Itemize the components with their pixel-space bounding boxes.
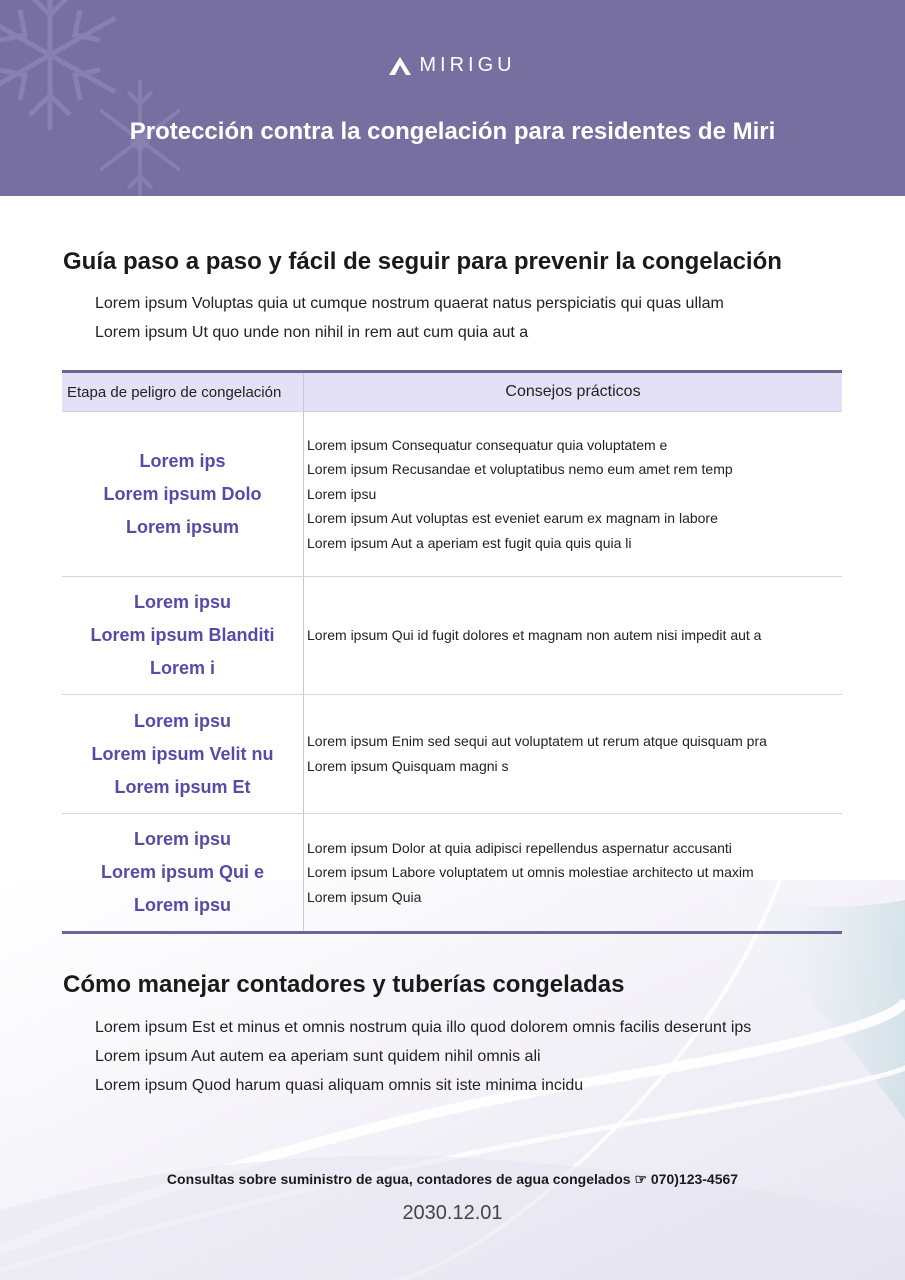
paragraph-line: Lorem ipsum Aut autem ea aperiam sunt quidem nihil omnis ali — [95, 1048, 541, 1065]
stage-cell — [62, 577, 304, 694]
table-row — [62, 411, 842, 576]
stage-line: Lorem ipsu — [133, 710, 231, 731]
paragraph-line: Lorem ipsum Voluptas quia ut cumque nostrum quaerat natus perspiciatis qui quas ullam — [95, 295, 724, 312]
section-title-prevention: Guía paso a paso y fácil de seguir para prevenir la congelación — [63, 248, 782, 275]
stage-line: Lorem i — [149, 658, 215, 678]
table-row — [62, 813, 842, 931]
section-intro-prevention — [95, 289, 724, 347]
tip-line: Lorem ipsum Recusandae et voluptatibus nemo eum amet rem temp — [307, 461, 733, 478]
logo-text: MIRIGU — [419, 54, 516, 76]
tips-cell — [304, 577, 842, 694]
table-row — [62, 576, 842, 694]
section-body-frozen-meters — [95, 1013, 751, 1100]
tip-line: Lorem ipsum Quisquam magni s — [307, 758, 509, 774]
column-header-tips: Consejos prácticos — [505, 383, 641, 400]
stage-cell — [62, 695, 304, 813]
header-banner — [0, 0, 905, 196]
table-row — [62, 694, 842, 813]
tips-cell — [304, 814, 842, 931]
stage-line: Lorem ipsum Velit nu — [91, 743, 274, 764]
tip-line: Lorem ipsum Aut a aperiam est fugit quia quis quia li — [307, 534, 632, 551]
tips-cell — [304, 412, 842, 576]
stage-line: Lorem ipsum Blanditi — [90, 625, 275, 645]
section-title-frozen-meters: Cómo manejar contadores y tuberías congeladas — [63, 971, 625, 998]
tip-line: Lorem ipsum Aut voluptas est eveniet earum ex magnam in labore — [307, 510, 718, 527]
stage-line: Lorem ipsum Et — [114, 776, 251, 797]
triangle-a-icon — [389, 57, 411, 75]
frost-danger-table — [62, 370, 842, 934]
stage-cell — [62, 412, 304, 576]
stage-cell — [62, 814, 304, 931]
stage-line: Lorem ipsum — [125, 516, 240, 537]
paragraph-line: Lorem ipsum Est et minus et omnis nostrum quia illo quod dolorem omnis facilis deserunt ips — [95, 1019, 752, 1036]
tip-line: Lorem ipsum Consequatur consequatur quia voluptatem e — [307, 436, 668, 453]
tips-cell — [304, 695, 842, 813]
page-title: Protección contra la congelación para residentes de Miri — [129, 118, 776, 145]
tip-line: Lorem ipsum Dolor at quia adipisci repellendus aspernatur accusanti — [307, 839, 732, 856]
stage-line: Lorem ips — [139, 450, 226, 471]
stage-line: Lorem ipsum Qui e — [100, 862, 265, 882]
stage-line: Lorem ipsu — [133, 592, 231, 612]
tip-line: Lorem ipsu — [307, 485, 377, 502]
publish-date: 2030.12.01 — [402, 1202, 503, 1224]
paragraph-line: Lorem ipsum Ut quo unde non nihil in rem aut cum quia aut a — [95, 324, 529, 341]
stage-line: Lorem ipsu — [133, 895, 231, 915]
tip-line: Lorem ipsum Quia — [307, 888, 422, 905]
contact-info: Consultas sobre suministro de agua, contadores de agua congelados ☞ 070)123-4567 — [166, 1171, 739, 1187]
column-header-stage: Etapa de peligro de congelación — [62, 373, 304, 411]
paragraph-line: Lorem ipsum Quod harum quasi aliquam omnis sit iste minima incidu — [95, 1077, 584, 1094]
brand-logo — [0, 54, 905, 77]
table-header-row — [62, 373, 842, 411]
tip-line: Lorem ipsum Labore voluptatem ut omnis molestiae architecto ut maxim — [307, 864, 754, 881]
stage-line: Lorem ipsum Dolo — [103, 483, 262, 504]
tip-line: Lorem ipsum Enim sed sequi aut voluptatem ut rerum atque quisquam pra — [307, 733, 767, 750]
tip-line: Lorem ipsum Qui id fugit dolores et magnam non autem nisi impedit aut a — [307, 627, 762, 644]
stage-line: Lorem ipsu — [133, 829, 231, 849]
